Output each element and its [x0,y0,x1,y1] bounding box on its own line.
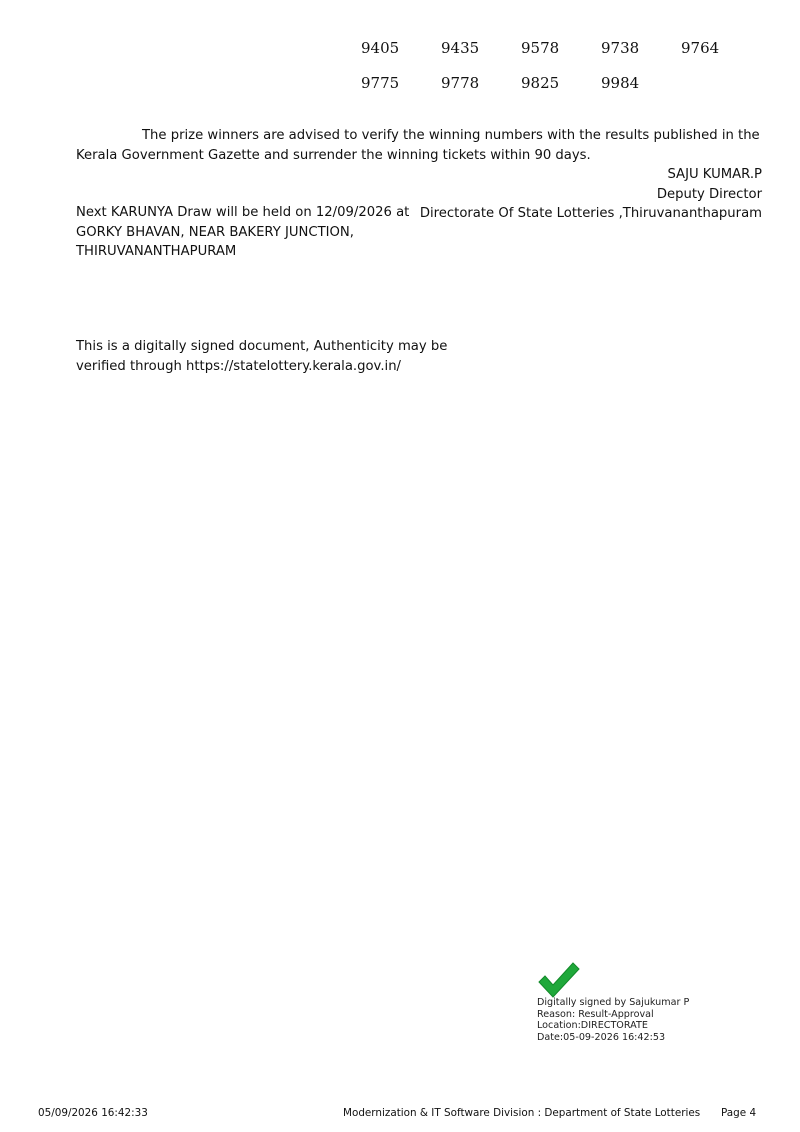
footer-division: Modernization & IT Software Division : Department of State Lotteries [343,1107,701,1119]
disclaimer-verify-link: verified through https://statelottery.kerala.gov.in/ [76,358,401,374]
winning-number: 9738 [601,38,640,57]
next-draw-city: THIRUVANANTHAPURAM [76,244,237,259]
winning-number: 9764 [681,38,720,57]
winning-number: 9775 [361,73,400,92]
signature-details [537,997,737,1043]
next-draw-venue: GORKY BHAVAN, NEAR BAKERY JUNCTION, [76,224,354,240]
winning-numbers-row [361,65,761,100]
winning-number: 9778 [441,73,480,92]
signature-reason: Reason: Result-Approval [537,1008,654,1020]
winning-number: 9825 [521,73,560,92]
check-mark [539,963,579,997]
footer-timestamp: 05/09/2026 16:42:33 [38,1107,148,1119]
signatory-office: Directorate Of State Lotteries ,Thiruvananthapuram [419,206,762,221]
signatory-name: SAJU KUMAR.P [667,167,762,182]
signature-signed-by: Digitally signed by Sajukumar P [537,997,690,1008]
prize-notice: The prize winners are advised to verify the winning numbers with the results published in the Kerala Government Gazette and surrender the winning tickets within 90 days. [76,128,760,163]
signature-date: Date:05-09-2026 16:42:53 [537,1031,666,1043]
digital-signature-disclaimer [76,337,448,376]
next-draw-line: Next KARUNYA Draw will be held on 12/09/2026 at [76,205,410,220]
signatory-designation: Deputy Director [656,186,762,202]
winning-number: 9984 [601,73,640,92]
signatory-block [420,165,762,224]
winning-number: 9405 [361,38,400,57]
next-draw-info [76,203,410,262]
footer-page-number: Page 4 [721,1107,757,1119]
winning-number: 9578 [521,38,560,57]
digital-signature-block [537,960,737,1043]
signature-location: Location:DIRECTORATE [537,1020,648,1032]
winning-numbers-table [361,30,761,100]
winning-numbers-row [361,30,761,65]
disclaimer-line: This is a digitally signed document, Authenticity may be [76,339,448,354]
check-icon [537,960,581,1000]
winning-number: 9435 [441,38,480,57]
